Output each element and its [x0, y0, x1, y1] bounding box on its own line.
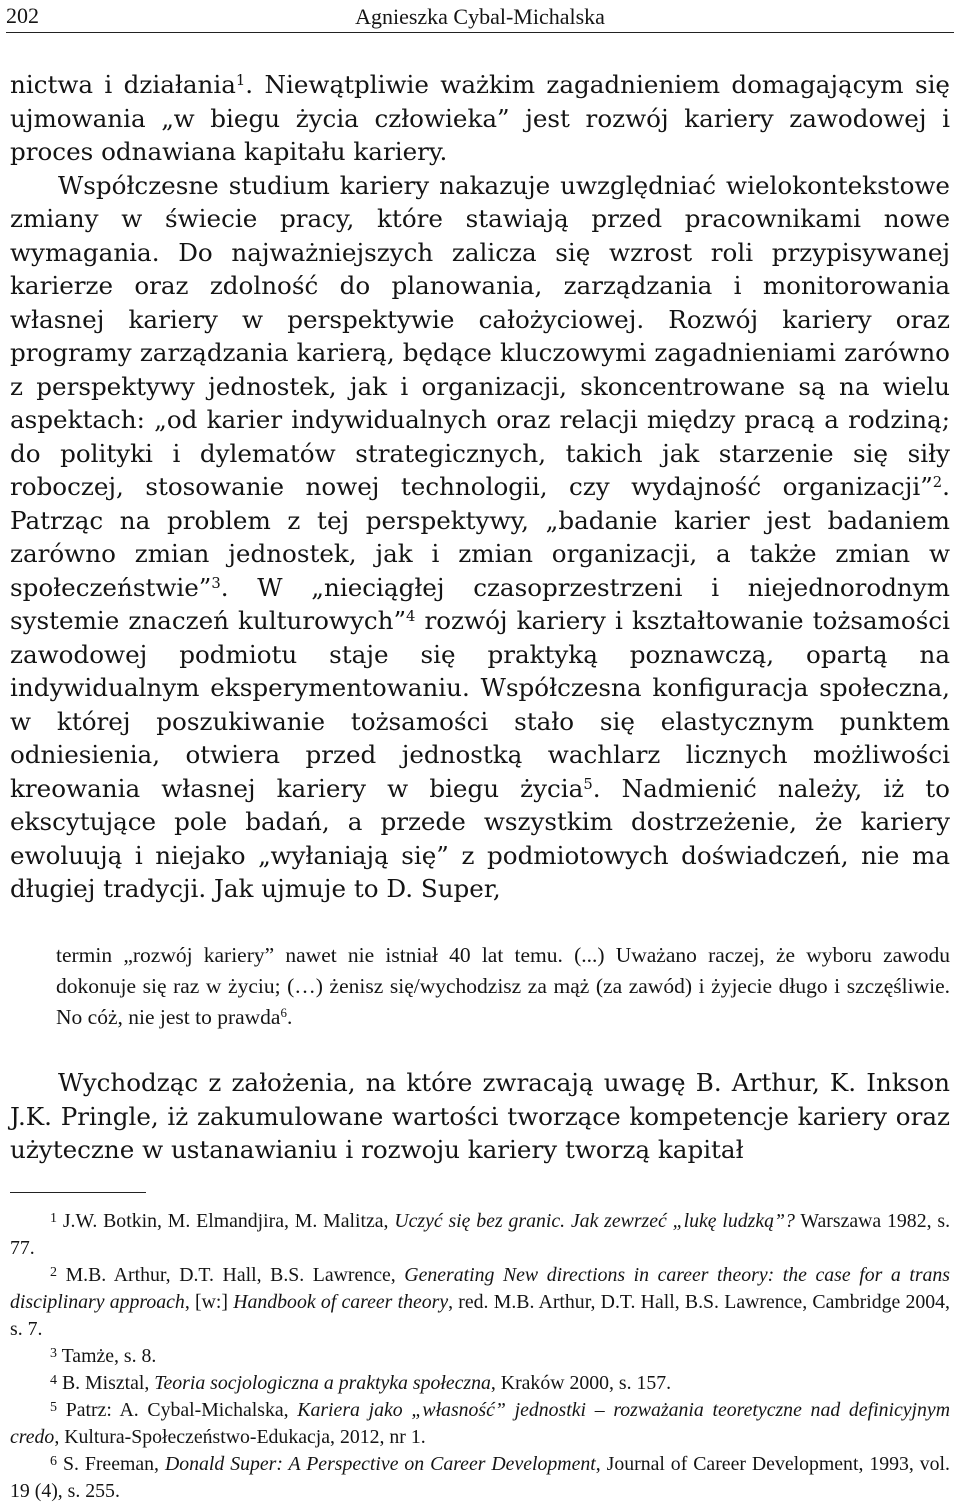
- main-text: [10, 68, 950, 906]
- footnote-ref-3: 3: [211, 574, 221, 592]
- footnote-5: $^5$ Patrz: A. Cybal-Michalska, Kariera jako „własność” jednostki – rozważania teoretyczne nad definicyjnym credo, Kultura-Społeczeństwo-Edukacja, 2012, nr 1.: [10, 1399, 950, 1448]
- footnote-4: $^4$ B. Misztal, Teoria socjologiczna a praktyka społeczna, Kraków 2000, s. 157.: [50, 1372, 672, 1394]
- paragraph-2: Współczesne studium kariery nakazuje uwzględniać wielokontekstowe zmiany w świecie pracy, które stawiają przed pracownikami nowe wymagania. Do najważniejszych zalicza się wzrost roli przypisywanej karierze oraz zdolność do planowania, zarządzania i monitorowania własnej kariery w perspektywie całożyciowej. Rozwój kariery oraz programy zarządzania karierą, będące kluczowymi zagadnieniami zarówno z perspektywy jednostek, jak i organizacji, skoncentrowane są na wielu aspektach: „od karier indywidualnych oraz relacji między pracą a rodziną; do polityki i dylematów strategicznych, takich jak starzenie się siły roboczej, stosowanie nowej technologii, czy wydajność organizacji”$^2$. Patrząc na problem z tej perspektywy, „badanie karier jest badaniem zarówno zmian jednostek, jak i zmian organizacji, a także zmian w społeczeństwie”$^3$. W „nieciągłej czasoprzestrzeni i niejednorodnym systemie znaczeń kulturowych”$^4$ rozwój kariery i kształtowanie tożsamości zawodowej podmiotu staje się praktyką poznawczą, opartą na indywidualnym eksperymentowaniu. Współczesna konfiguracja społeczna, w której poszukiwanie tożsamości stało się elastycznym punktem odniesienia, otwiera przed jednostką wachlarz licznych możliwości kreowania własnej kariery w biegu życia$^5$. Nadmienić należy, iż to ekscytujące pole badań, a przede wszystkim dostrzeżenie, że kariery ewoluują i niejako „wyłaniają się” z podmiotowych doświadczeń, nie ma długiej tradycji. Jak ujmuje to D. Super,: [10, 170, 950, 903]
- footnote-ref-2: 2: [932, 473, 943, 491]
- page-header: [6, 2, 954, 33]
- footnote-1: $^1$ J.W. Botkin, M. Elmandjira, M. Malitza, Uczyć się bez granic. Jak zewrzeć „lukę ludzką”? Warszawa 1982, s. 77.: [10, 1210, 951, 1259]
- running-head-author: Agnieszka Cybal-Michalska: [355, 4, 605, 29]
- footnote-6: $^6$ S. Freeman, Donald Super: A Perspective on Career Development, Journal of Career Development, 1993, vol. 19 (4), s. 255.: [10, 1453, 951, 1502]
- block-quote: termin „rozwój kariery” nawet nie istniał 40 lat temu. (...) Uważano raczej, że wyboru zawodu dokonuje się raz w życiu; (…) żenisz się/wychodzisz za mąż (za zawód) i żyjecie długo i szczęśliwie. No cóż, nie jest to prawda$^6$.: [56, 943, 950, 1029]
- footnote-2: $^2$ M.B. Arthur, D.T. Hall, B.S. Lawrence, Generating New directions in career theory: the case for a trans disciplinary approach, [w:] Handbook of career theory, red. M.B. Arthur, D.T. Hall, B.S. Lawrence, Cambridge 2004, s. 7.: [10, 1264, 951, 1340]
- footnotes: [10, 1208, 950, 1505]
- page-number: 202: [6, 3, 39, 28]
- footnote-ref-6: 6: [280, 1005, 287, 1020]
- footnote-ref-1: 1: [235, 71, 246, 89]
- paragraph-3: Wychodząc z założenia, na które zwracają uwagę B. Arthur, K. Inkson J.K. Pringle, iż zakumulowane wartości tworzące kompetencje kariery oraz użyteczne w ustanawianiu i rozwoju kariery tworzą kapitał: [10, 1068, 950, 1164]
- footnote-ref-4: 4: [406, 607, 416, 625]
- footnote-separator: [10, 1192, 146, 1193]
- footnote-ref-5: 5: [583, 775, 593, 793]
- footnote-3: $^3$ Tamże, s. 8.: [50, 1345, 157, 1367]
- paragraph-1: nictwa i działania$^1$. Niewątpliwie ważkim zagadnieniem domagającym się ujmowania „w biegu życia człowieka” jest rozwój kariery zawodowej i proces odnawiana kapitału kariery.: [10, 70, 950, 166]
